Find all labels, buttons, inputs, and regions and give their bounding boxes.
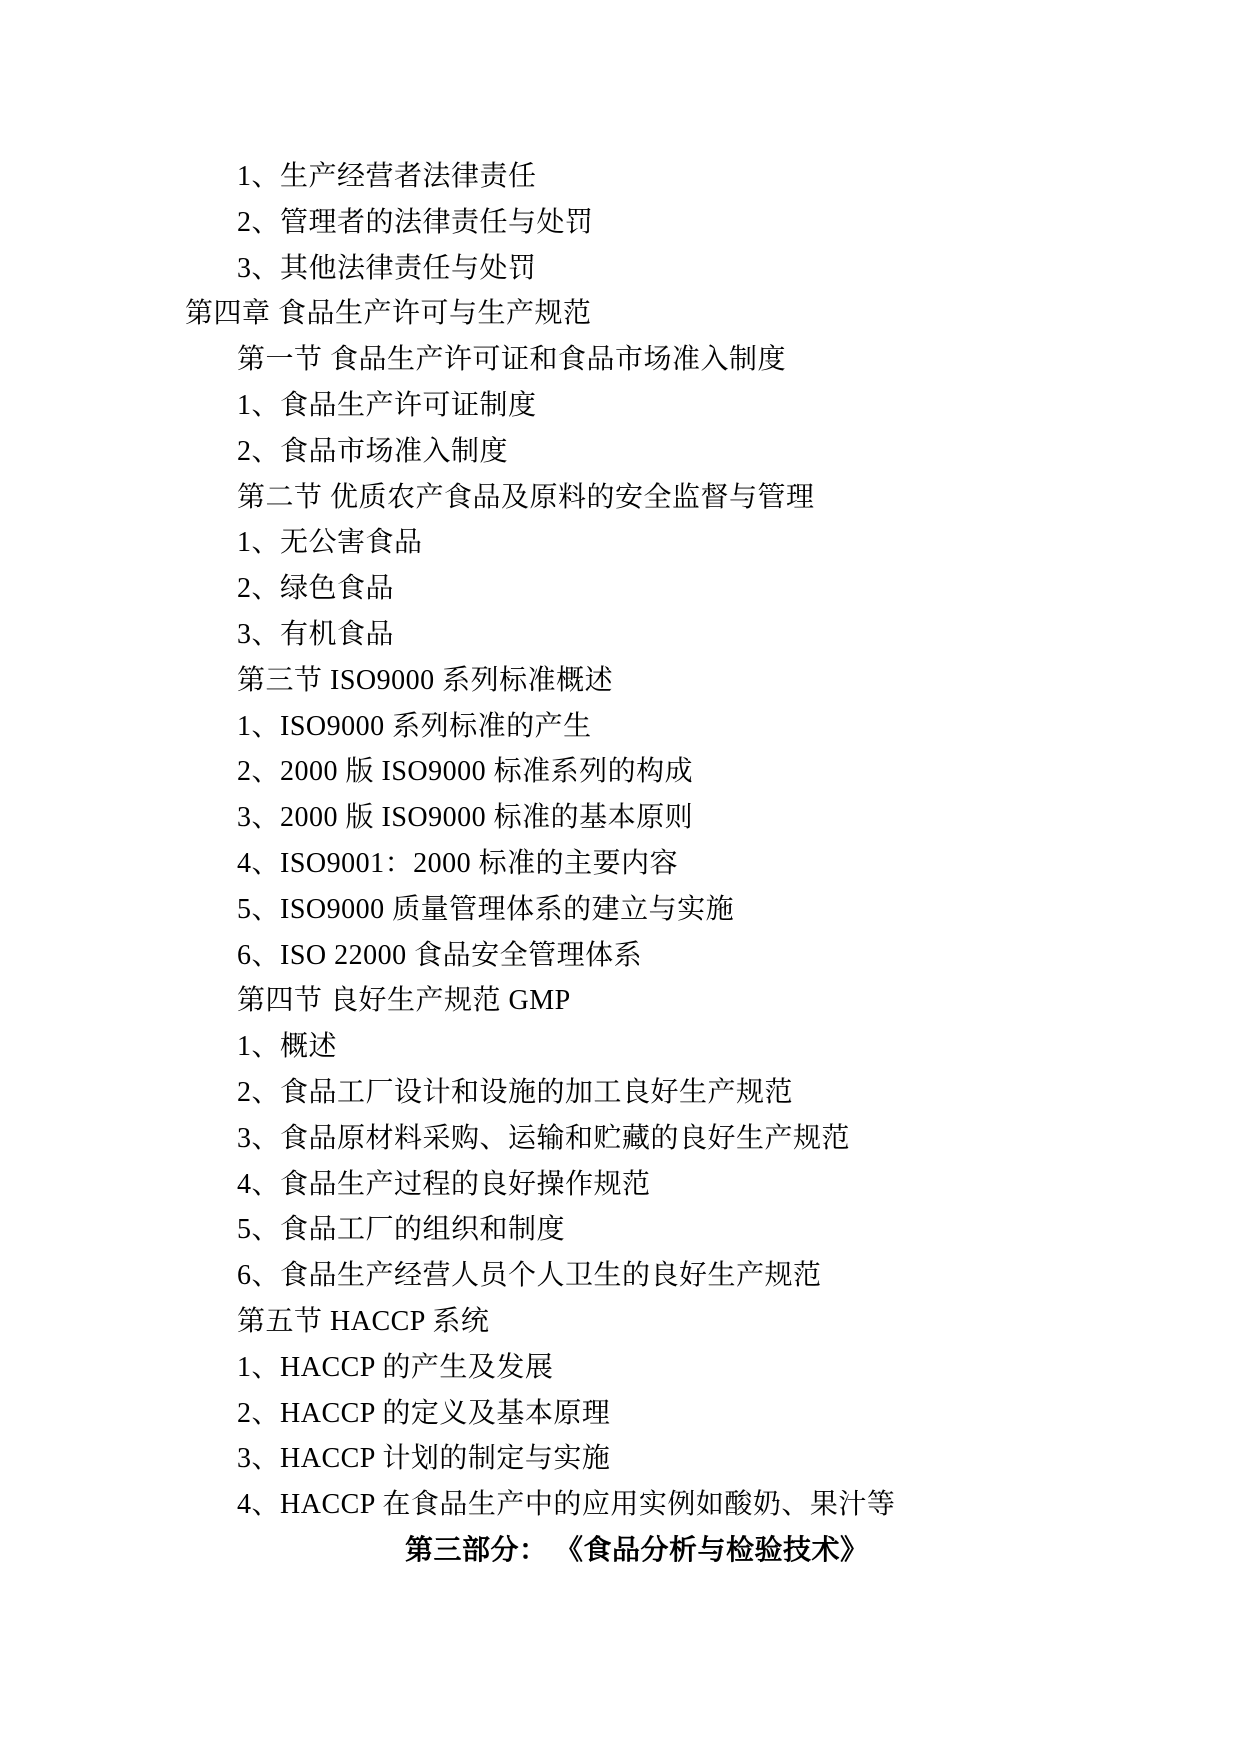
toc-line-28: 2、HACCP 的定义及基本原理 [237,1397,611,1429]
toc-line-29: 3、HACCP 计划的制定与实施 [237,1443,611,1475]
toc-line-30: 4、HACCP 在食品生产中的应用实例如酸奶、果汁等 [237,1489,896,1521]
toc-line-16: 4、ISO9001：2000 标准的主要内容 [237,847,679,879]
toc-line-24: 5、食品工厂的组织和制度 [237,1214,566,1246]
toc-line-11: 3、有机食品 [237,618,395,650]
toc-line-26: 第五节 HACCP 系统 [237,1305,490,1337]
toc-line-10: 2、绿色食品 [237,573,395,605]
toc-line-23: 4、食品生产过程的良好操作规范 [237,1168,651,1200]
toc-line-4: 第四章 食品生产许可与生产规范 [185,298,592,330]
toc-line-15: 3、2000 版 ISO9000 标准的基本原则 [237,802,694,834]
toc-line-1: 1、生产经营者法律责任 [237,161,537,192]
toc-line-25: 6、食品生产经营人员个人卫生的良好生产规范 [237,1260,822,1292]
toc-line-13: 1、ISO9000 系列标准的产生 [237,710,592,742]
toc-line-3: 3、其他法律责任与处罚 [237,252,537,284]
toc-line-21: 2、食品工厂设计和设施的加工良好生产规范 [237,1076,794,1108]
toc-line-5: 第一节 食品生产许可证和食品市场准入制度 [237,344,787,376]
toc-line-31: 第三部分： 《食品分析与检验技术》 [405,1534,869,1566]
toc-line-7: 2、食品市场准入制度 [237,435,509,467]
toc-line-18: 6、ISO 22000 食品安全管理体系 [237,939,643,971]
toc-line-19: 第四节 良好生产规范 GMP [237,985,571,1017]
toc-line-6: 1、食品生产许可证制度 [237,389,537,421]
document-content [185,154,1200,1574]
toc-line-9: 1、无公害食品 [237,527,423,559]
toc-line-17: 5、ISO9000 质量管理体系的建立与实施 [237,893,735,925]
toc-line-14: 2、2000 版 ISO9000 标准系列的构成 [237,756,694,788]
toc-line-27: 1、HACCP 的产生及发展 [237,1351,554,1383]
toc-line-2: 2、管理者的法律责任与处罚 [237,206,594,238]
toc-line-20: 1、概述 [237,1031,338,1063]
toc-line-8: 第二节 优质农产食品及原料的安全监督与管理 [237,481,815,513]
toc-line-22: 3、食品原材料采购、运输和贮藏的良好生产规范 [237,1122,851,1154]
toc-line-12: 第三节 ISO9000 系列标准概述 [237,664,614,696]
